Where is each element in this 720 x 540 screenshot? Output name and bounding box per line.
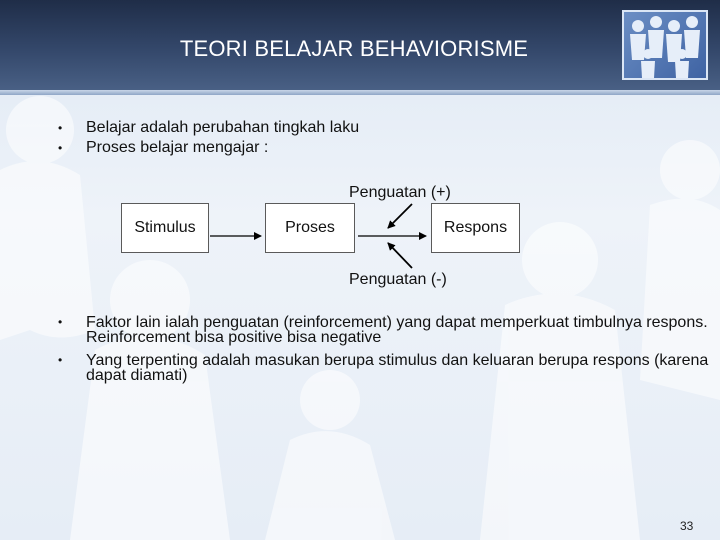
bullet-item — [56, 353, 718, 383]
bullet-text: Proses belajar mengajar : — [86, 139, 269, 156]
bullet-marker: • — [58, 141, 63, 155]
stimulus-box: Stimulus — [121, 203, 209, 253]
people-figures-icon — [624, 12, 706, 78]
penguatan-positive-label: Penguatan (+) — [349, 184, 451, 201]
bullet-item — [56, 139, 676, 157]
bullet-marker: • — [58, 353, 63, 367]
people-chain-logo — [622, 10, 708, 80]
bullet-item — [56, 315, 718, 345]
bullet-marker: • — [58, 121, 63, 135]
respons-box: Respons — [431, 203, 520, 253]
page-number: 33 — [680, 519, 694, 533]
slide-title: TEORI BELAJAR BEHAVIORISME — [179, 36, 529, 61]
proses-box: Proses — [265, 203, 355, 253]
bullet-item — [56, 119, 676, 137]
penguatan-negative-label: Penguatan (-) — [349, 271, 447, 288]
explanation-bullet-list — [56, 315, 718, 391]
bullet-marker: • — [58, 315, 63, 329]
title-bar-rule — [0, 90, 720, 95]
bullet-text: Faktor lain ialah penguatan (reinforcement) yang dapat memperkuat timbulnya respons. Reinforcement bisa positive bisa negative — [86, 314, 708, 346]
bullet-text: Belajar adalah perubahan tingkah laku — [86, 119, 360, 136]
bullet-text: Yang terpenting adalah masukan berupa stimulus dan keluaran berupa respons (karena dapat diamati) — [86, 352, 709, 384]
intro-bullet-list — [56, 119, 676, 159]
